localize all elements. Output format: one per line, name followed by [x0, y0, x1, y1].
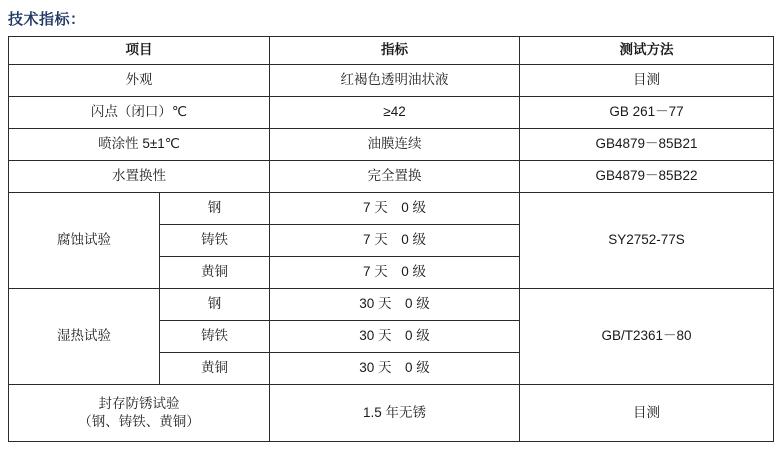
cell-material: 黄铜	[160, 257, 270, 289]
table-row	[9, 65, 774, 97]
cell-group-humidity: 湿热试验	[9, 289, 160, 385]
cell-spec: 油膜连续	[270, 129, 520, 161]
cell-spec: 完全置换	[270, 161, 520, 193]
cell-method: GB 261－77	[520, 97, 774, 129]
cell-method-humidity: GB/T2361－80	[520, 289, 774, 385]
cell-spec: 1.5 年无锈	[270, 385, 520, 442]
cell-method: GB4879－85B21	[520, 129, 774, 161]
cell-material: 铸铁	[160, 225, 270, 257]
cell-method: 目测	[520, 385, 774, 442]
cell-spec: 红褐色透明油状液	[270, 65, 520, 97]
cell-spec: 30 天 0 级	[270, 321, 520, 353]
column-header-spec: 指标	[270, 37, 520, 65]
cell-item-storage	[9, 385, 270, 442]
cell-material: 钢	[160, 289, 270, 321]
table-body	[9, 65, 774, 442]
cell-spec: ≥42	[270, 97, 520, 129]
technical-specifications-table	[8, 36, 774, 442]
table-row	[9, 97, 774, 129]
table-header-row	[9, 37, 774, 65]
cell-item: 喷涂性 5±1℃	[9, 129, 270, 161]
cell-item: 闪点（闭口）℃	[9, 97, 270, 129]
table-row-corrosion-steel	[9, 193, 774, 225]
cell-item: 水置换性	[9, 161, 270, 193]
cell-material: 钢	[160, 193, 270, 225]
column-header-item: 项目	[9, 37, 270, 65]
table-row	[9, 161, 774, 193]
cell-spec: 7 天 0 级	[270, 193, 520, 225]
cell-item: 外观	[9, 65, 270, 97]
cell-material: 铸铁	[160, 321, 270, 353]
cell-group-corrosion: 腐蚀试验	[9, 193, 160, 289]
table-header	[9, 37, 774, 65]
cell-material: 黄铜	[160, 353, 270, 385]
cell-method: 目测	[520, 65, 774, 97]
cell-spec: 30 天 0 级	[270, 289, 520, 321]
cell-spec: 30 天 0 级	[270, 353, 520, 385]
cell-method: GB4879－85B22	[520, 161, 774, 193]
cell-spec: 7 天 0 级	[270, 225, 520, 257]
table-row-storage	[9, 385, 774, 442]
storage-item-line1: 封存防锈试验	[98, 395, 180, 411]
column-header-method: 测试方法	[520, 37, 774, 65]
cell-spec: 7 天 0 级	[270, 257, 520, 289]
storage-item-line2: （钢、铸铁、黄铜）	[78, 414, 200, 429]
cell-method-corrosion: SY2752-77S	[520, 193, 774, 289]
table-row-humidity-steel	[9, 289, 774, 321]
table-row	[9, 129, 774, 161]
page-title: 技术指标：	[8, 11, 86, 28]
